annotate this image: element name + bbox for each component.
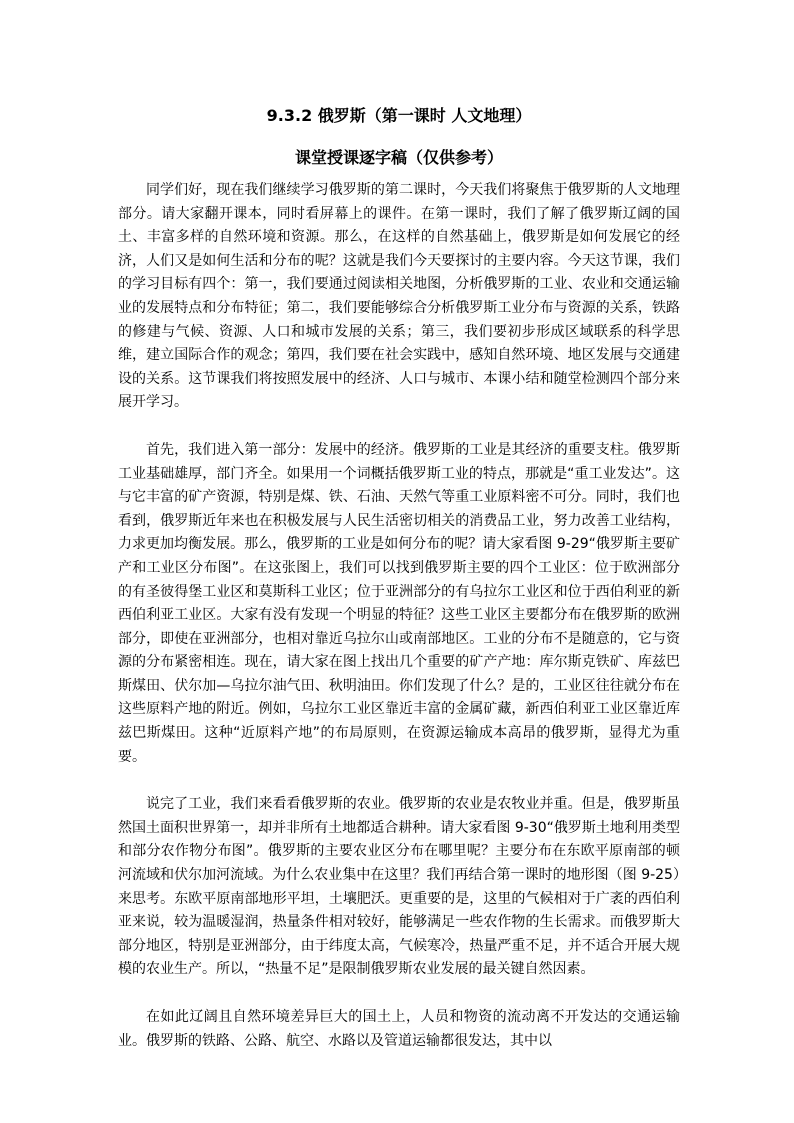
paragraph-transport: 在如此辽阔且自然环境差异巨大的国土上，人员和物资的流动离不开发达的交通运输业。俄罗斯的铁路、公路、航空、水路以及管道运输都很发达，其中以 [118,1009,680,1049]
document-body [118,179,680,1077]
paragraph-industry: 首先，我们进入第一部分：发展中的经济。俄罗斯的工业是其经济的重要支柱。俄罗斯工业基础雄厚，部门齐全。如果用一个词概括俄罗斯工业的特点，那就是“重工业发达”。这与它丰富的矿产资源，特别是煤、铁、石油、天然气等重工业原料密不可分。同时，我们也看到，俄罗斯近年来也在积极发展与人民生活密切相关的消费品工业，努力改善工业结构，力求更加均衡发展。那么，俄罗斯的工业是如何分布的呢？请大家看图 9-29“俄罗斯主要矿产和工业区分布图”。在这张图上，我们可以找到俄罗斯主要的四个工业区：位于欧洲部分的有圣彼得堡工业区和莫斯科工业区；位于亚洲部分的有乌拉尔工业区和位于西伯利亚的新西伯利亚工业区。大家有没有发现一个明显的特征？这些工业区主要都分布在俄罗斯的欧洲部分，即使在亚洲部分，也相对靠近乌拉尔山或南部地区。工业的分布不是随意的，它与资源的分布紧密相连。现在，请大家在图上找出几个重要的矿产产地：库尔斯克铁矿、库兹巴斯煤田、伏尔加—乌拉尔油气田、秋明油田。你们发现了什么？是的，工业区往往就分布在这些原料产地的附近。例如，乌拉尔工业区靠近丰富的金属矿藏，新西伯利亚工业区靠近库兹巴斯煤田。这种“近原料产地”的布局原则，在资源运输成本高昂的俄罗斯，显得尤为重要。 [118,441,680,765]
paragraph-agriculture: 说完了工业，我们来看看俄罗斯的农业。俄罗斯的农业是农牧业并重。但是，俄罗斯虽然国土面积世界第一，却并非所有土地都适合耕种。请大家看图 9-30“俄罗斯土地利用类型和部分农作物分布图”。俄罗斯的主要农业区分布在哪里呢？主要分布在东欧平原南部的顿河流域和伏尔加河流域。为什么农业集中在这里？我们再结合第一课时的地形图（图 9-25）来思考。东欧平原南部地形平坦，土壤肥沃。更重要的是，这里的气候相对于广袤的西伯利亚来说，较为温暖湿润，热量条件相对较好，能够满足一些农作物的生长需求。而俄罗斯大部分地区，特别是亚洲部分，由于纬度太高，气候寒冷，热量严重不足，并不适合开展大规模的农业生产。所以，“热量不足”是限制俄罗斯农业发展的最关键自然因素。 [118,796,680,978]
document-title: 9.3.2 俄罗斯（第一课时 人文地理） [266,106,532,125]
paragraph-intro: 同学们好，现在我们继续学习俄罗斯的第二课时，今天我们将聚焦于俄罗斯的人文地理部分。请大家翻开课本，同时看屏幕上的课件。在第一课时，我们了解了俄罗斯辽阔的国土、丰富多样的自然环境和资源。那么，在这样的自然基础上，俄罗斯是如何发展它的经济，人们又是如何生活和分布的呢？这就是我们今天要探讨的主要内容。今天这节课，我们的学习目标有四个：第一，我们要通过阅读相关地图，分析俄罗斯的工业、农业和交通运输业的发展特点和分布特征；第二，我们要能够综合分析俄罗斯工业分布与资源的关系，铁路的修建与气候、资源、人口和城市发展的关系；第三，我们要初步形成区域联系的科学思维，建立国际合作的观念；第四，我们要在社会实践中，感知自然环境、地区发展与交通建设的关系。这节课我们将按照发展中的经济、人口与城市、本课小结和随堂检测四个部分来展开学习。 [118,182,680,411]
document-subtitle: 课堂授课逐字稿（仅供参考） [294,148,503,167]
